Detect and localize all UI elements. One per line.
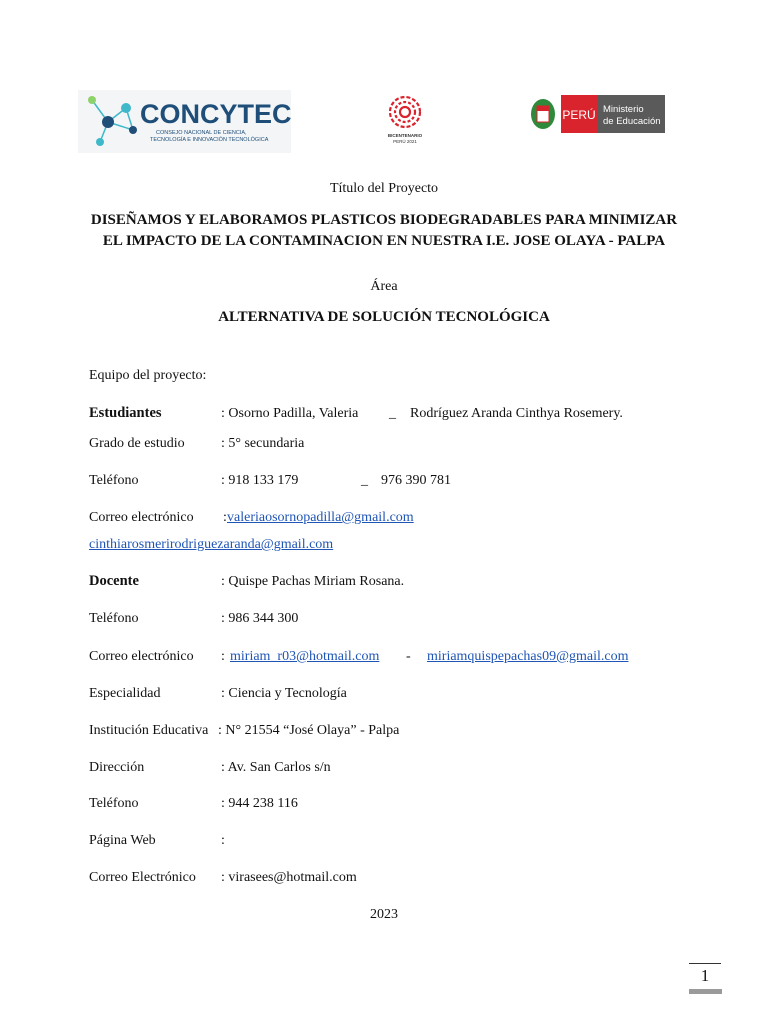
address-value: : Av. San Carlos s/n [221, 760, 331, 775]
minedu-logo [529, 95, 665, 133]
teacher-email-separator: - [406, 649, 411, 664]
student-phone-value-2: 976 390 781 [381, 473, 451, 488]
teacher-label: Docente [89, 573, 139, 589]
institution-email-label: Correo Electrónico [89, 870, 196, 885]
year: 2023 [370, 907, 398, 922]
institution-email-value: : virasees@hotmail.com [221, 870, 357, 885]
grade-label: Grado de estudio [89, 436, 185, 451]
students-label: Estudiantes [89, 405, 162, 421]
concytec-wordmark: CONCYTEC [140, 99, 291, 129]
institution-label: Institución Educativa [89, 723, 209, 738]
student-phone-label: Teléfono [89, 473, 139, 488]
student-email-label: Correo electrónico [89, 510, 194, 525]
svg-text:CONSEJO NACIONAL DE CIENCIA,: CONSEJO NACIONAL DE CIENCIA, [156, 130, 247, 136]
specialty-label: Especialidad [89, 686, 161, 701]
teacher-phone-value: : 986 344 300 [221, 611, 299, 626]
page-number-bar [689, 989, 722, 994]
web-value: : [221, 833, 225, 848]
svg-text:de Educación: de Educación [603, 116, 661, 127]
teacher-email-link-2[interactable]: miriamquispepachas09@gmail.com [427, 649, 629, 664]
institution-value: : N° 21554 “José Olaya” - Palpa [218, 723, 400, 738]
area-label: Área [370, 279, 398, 294]
teacher-email-link-1[interactable]: miriam_r03@hotmail.com [230, 649, 380, 664]
address-label: Dirección [89, 760, 145, 775]
institution-phone-label: Teléfono [89, 796, 139, 811]
student-phone-value-1: : 918 133 179 [221, 473, 299, 488]
teacher-email-prefix: : [221, 649, 225, 664]
web-label: Página Web [89, 833, 156, 848]
students-value-1: : Osorno Padilla, Valeria [221, 406, 359, 421]
grade-value: : 5° secundaria [221, 436, 305, 451]
teacher-phone-label: Teléfono [89, 611, 139, 626]
coat-of-arms-icon [531, 99, 555, 129]
page-number: 1 [689, 963, 721, 986]
students-value-2: Rodríguez Aranda Cinthya Rosemery. [410, 406, 623, 421]
team-heading: Equipo del proyecto: [89, 368, 207, 383]
institution-phone-value: : 944 238 116 [221, 796, 298, 811]
student-email-prefix: : [223, 510, 227, 525]
concytec-logo [78, 90, 291, 153]
students-separator: _ [389, 406, 396, 421]
svg-text:Ministerio: Ministerio [603, 104, 644, 115]
student-phone-separator: _ [361, 473, 368, 488]
svg-text:BICENTENARIO: BICENTENARIO [387, 133, 423, 138]
title-label: Título del Proyecto [329, 181, 439, 196]
student-email-link-1[interactable]: valeriaosornopadilla@gmail.com [227, 510, 414, 525]
bicentenario-logo [382, 93, 428, 145]
student-email-link-2[interactable]: cinthiarosmerirodriguezaranda@gmail.com [89, 537, 334, 552]
area-value: ALTERNATIVA DE SOLUCIÓN TECNOLÓGICA [218, 309, 550, 325]
teacher-value: : Quispe Pachas Miriam Rosana. [221, 574, 405, 589]
svg-text:TECNOLOGÍA E INNOVACIÓN TECNOL: TECNOLOGÍA E INNOVACIÓN TECNOLÓGICA [150, 137, 269, 143]
specialty-value: : Ciencia y Tecnología [221, 686, 347, 701]
teacher-email-label: Correo electrónico [89, 649, 194, 664]
svg-text:PERÚ: PERÚ [562, 108, 596, 122]
network-icon [78, 90, 291, 153]
project-title: DISEÑAMOS Y ELABORAMOS PLASTICOS BIODEGRADABLES PARA MINIMIZAR EL IMPACTO DE LA CONTAMINACION EN NUESTRA I.E. JOSE OLAYA - PALPA [90, 212, 678, 249]
svg-text:PERÚ 2021: PERÚ 2021 [393, 139, 417, 144]
